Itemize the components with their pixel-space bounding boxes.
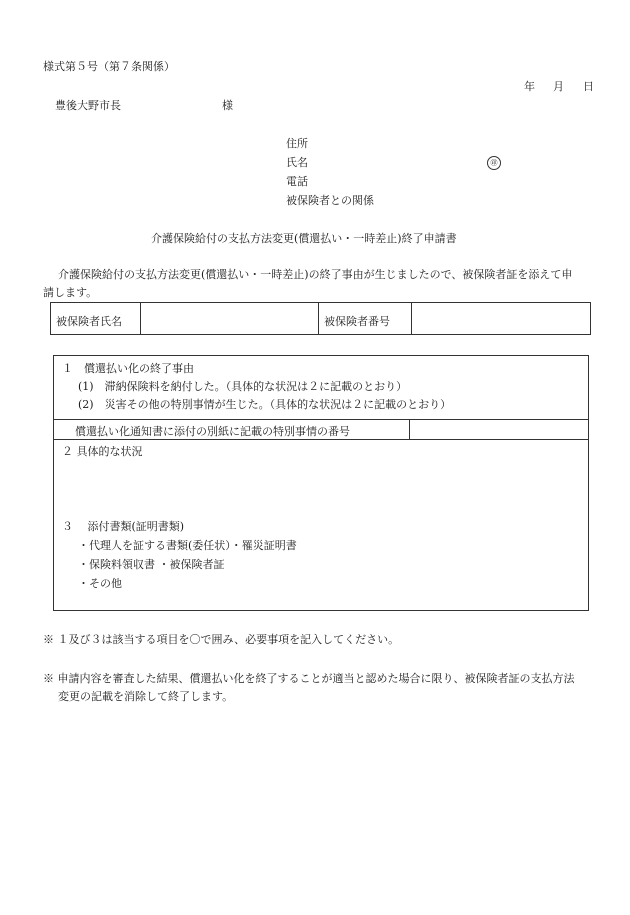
special-number-label: 償還払い化通知書に添付の別紙に記載の特別事情の番号 [75,425,350,438]
attachment-line-3[interactable]: ・その他 [78,577,122,590]
form-number: 様式第５号（第７条関係） [43,60,175,73]
intro-line-1: 介護保険給付の支払方法変更(償還払い・一時差止)の終了事由が生じましたので、被保険者証を添えて申 [58,268,573,281]
insured-name-field[interactable] [145,306,313,331]
note-1: ※ １及び３は該当する項目を〇で囲み、必要事項を記入してください。 [43,633,400,646]
section1-option-2[interactable]: (2) 災害その他の特別事情が生じた。（具体的な状況は２に記載のとおり） [78,398,452,411]
attachment-line-1[interactable]: ・代理人を証する書類(委任状）・罹災証明書 [78,539,297,552]
insured-number-field[interactable] [416,306,586,331]
date-day-label: 日 [583,80,594,93]
insured-name-label: 被保険者氏名 [56,315,122,328]
relation-label: 被保険者との関係 [286,194,374,207]
note-2-line-1: ※ 申請内容を審査した結果、償還払い化を終了することが適当と認めた場合に限り、被保険者証の支払方法 [43,672,575,685]
special-number-divider [409,419,410,439]
document-title: 介護保険給付の支払方法変更(償還払い・一時差止)終了申請書 [151,232,457,245]
name-label: 氏名 [286,156,308,169]
note-2-line-2: 変更の記載を消除して終了します。 [58,690,234,703]
section3-heading: ３ 添付書類(証明書類) [62,520,185,533]
insured-number-label: 被保険者番号 [324,315,390,328]
special-number-field[interactable] [413,421,585,437]
seal-mark: ㊞ [487,156,501,170]
section2-divider [53,439,589,440]
date-month-label: 月 [553,80,564,93]
date-year-label: 年 [524,80,535,93]
phone-label: 電話 [286,175,308,188]
addressee-honorific: 様 [222,99,233,112]
intro-line-2: 請します。 [43,286,98,299]
address-label: 住所 [286,137,308,150]
insured-table-divider-3 [411,302,412,335]
insured-table-divider-2 [318,302,319,335]
section1-option-1[interactable]: (1) 滞納保険料を納付した。（具体的な状況は２に記載のとおり） [78,380,408,393]
section2-heading: ２ 具体的な状況 [62,445,143,458]
addressee-name: 豊後大野市長 [55,99,121,112]
attachment-line-2[interactable]: ・保険料領収書 ・被保険者証 [78,558,225,571]
situation-field[interactable] [62,462,582,512]
section1-divider [53,419,589,420]
insured-table-divider-1 [140,302,141,335]
section1-heading: １ 償還払い化の終了事由 [62,362,194,375]
